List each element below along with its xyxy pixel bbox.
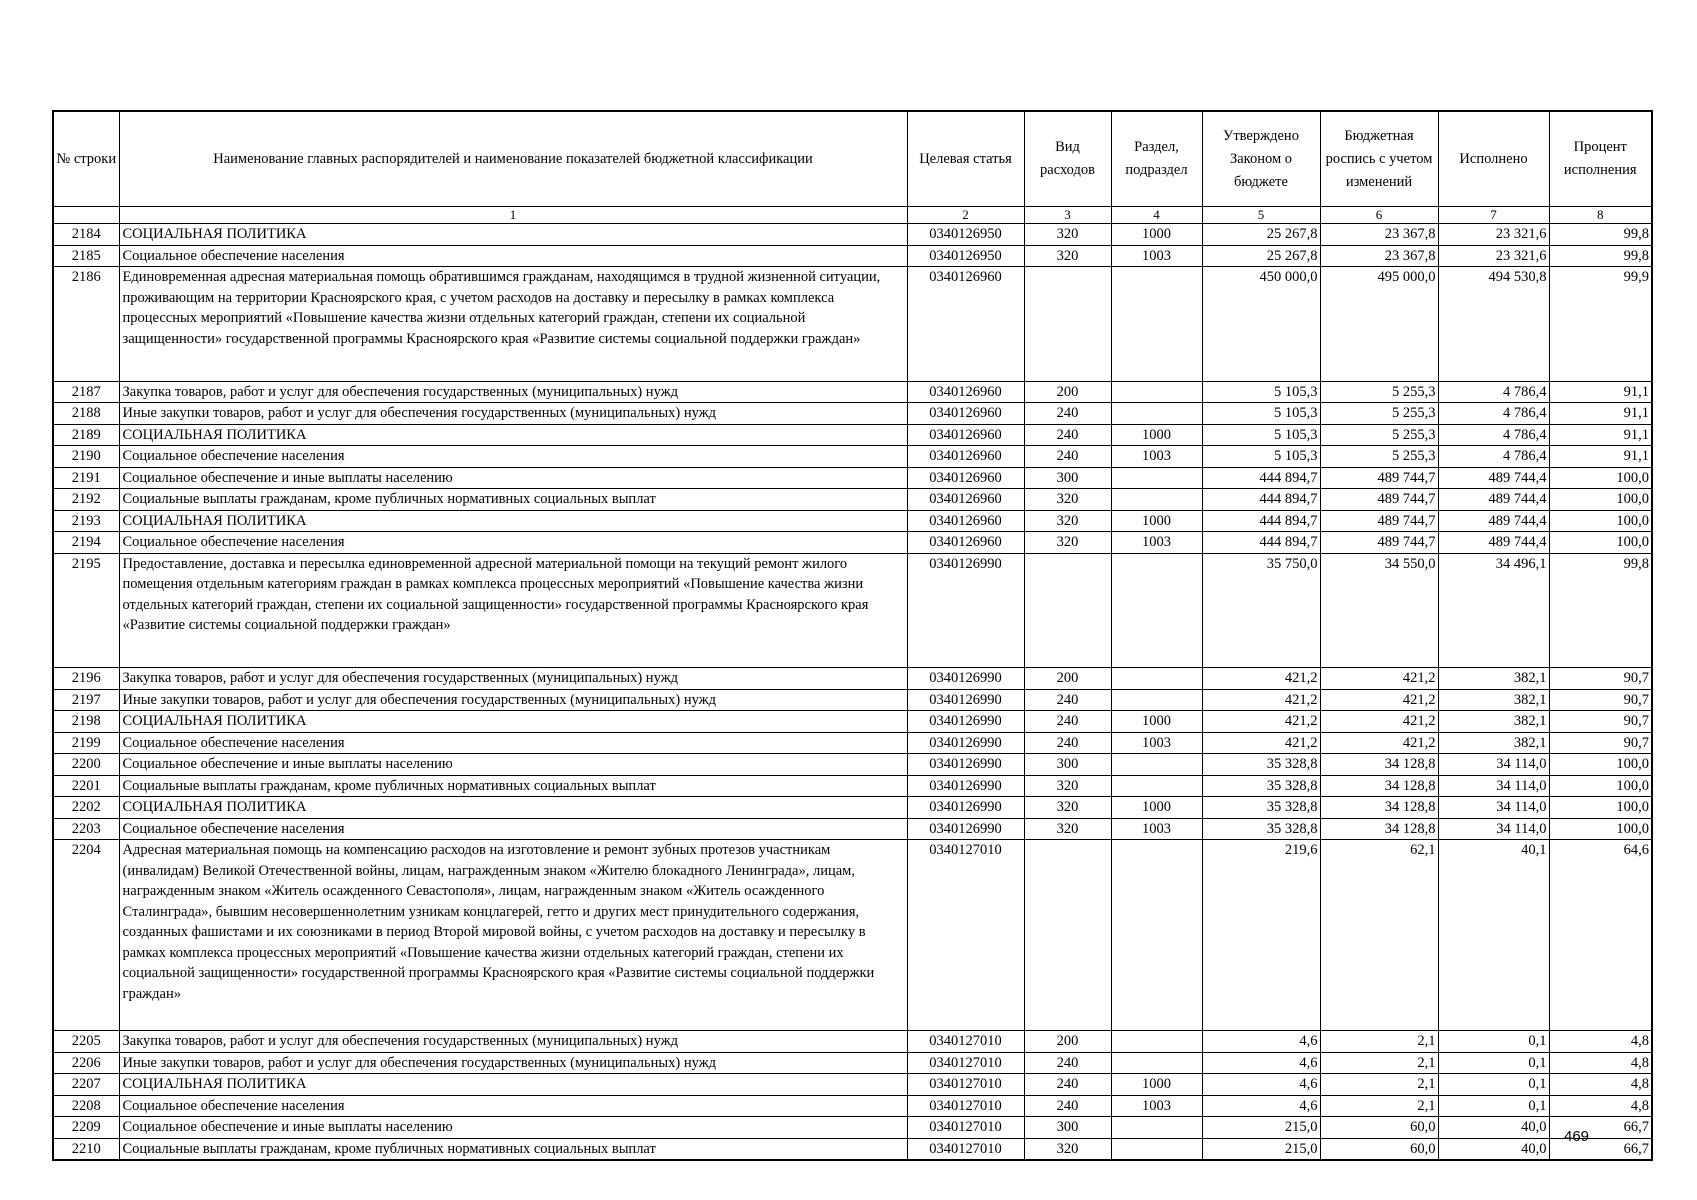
row-number-cell: 2208 bbox=[53, 1095, 119, 1117]
executed-amount-cell: 382,1 bbox=[1438, 689, 1549, 711]
header-kind: Вид расходов bbox=[1024, 111, 1111, 207]
executed-amount-cell: 34 114,0 bbox=[1438, 797, 1549, 819]
table-row bbox=[53, 224, 1652, 246]
expense-kind-cell: 320 bbox=[1024, 489, 1111, 511]
executed-amount-cell: 0,1 bbox=[1438, 1095, 1549, 1117]
expense-kind-cell: 300 bbox=[1024, 1117, 1111, 1139]
target-article-cell: 0340126960 bbox=[907, 489, 1024, 511]
row-name-cell: Социальное обеспечение населения bbox=[119, 1095, 907, 1117]
percent-cell: 90,7 bbox=[1549, 668, 1652, 690]
row-name-cell: Закупка товаров, работ и услуг для обеспечения государственных (муниципальных) нужд bbox=[119, 668, 907, 690]
table-row bbox=[53, 403, 1652, 425]
approved-amount-cell: 444 894,7 bbox=[1202, 467, 1320, 489]
row-name-cell: Социальные выплаты гражданам, кроме публичных нормативных социальных выплат bbox=[119, 1138, 907, 1160]
target-article-cell: 0340126990 bbox=[907, 689, 1024, 711]
executed-amount-cell: 40,0 bbox=[1438, 1138, 1549, 1160]
table-row bbox=[53, 711, 1652, 733]
executed-amount-cell: 23 321,6 bbox=[1438, 245, 1549, 267]
expense-kind-cell: 240 bbox=[1024, 403, 1111, 425]
target-article-cell: 0340127010 bbox=[907, 840, 1024, 1031]
expense-kind-cell bbox=[1024, 840, 1111, 1031]
table-row bbox=[53, 1074, 1652, 1096]
column-number: 3 bbox=[1024, 207, 1111, 224]
percent-cell: 4,8 bbox=[1549, 1095, 1652, 1117]
row-name-cell: Закупка товаров, работ и услуг для обеспечения государственных (муниципальных) нужд bbox=[119, 1031, 907, 1053]
header-approved: Утверждено Законом о бюджете bbox=[1202, 111, 1320, 207]
column-number: 7 bbox=[1438, 207, 1549, 224]
schedule-amount-cell: 34 128,8 bbox=[1320, 775, 1438, 797]
executed-amount-cell: 34 114,0 bbox=[1438, 754, 1549, 776]
expense-kind-cell: 320 bbox=[1024, 245, 1111, 267]
percent-cell: 100,0 bbox=[1549, 532, 1652, 554]
expense-kind-cell: 300 bbox=[1024, 467, 1111, 489]
table-row bbox=[53, 1031, 1652, 1053]
executed-amount-cell: 34 114,0 bbox=[1438, 818, 1549, 840]
expense-kind-cell: 200 bbox=[1024, 381, 1111, 403]
schedule-amount-cell: 34 128,8 bbox=[1320, 754, 1438, 776]
target-article-cell: 0340126960 bbox=[907, 424, 1024, 446]
target-article-cell: 0340127010 bbox=[907, 1138, 1024, 1160]
target-article-cell: 0340126990 bbox=[907, 818, 1024, 840]
section-cell bbox=[1111, 668, 1202, 690]
executed-amount-cell: 489 744,4 bbox=[1438, 489, 1549, 511]
section-cell: 1003 bbox=[1111, 245, 1202, 267]
row-name-cell: Иные закупки товаров, работ и услуг для обеспечения государственных (муниципальных) нужд bbox=[119, 689, 907, 711]
row-number-cell: 2188 bbox=[53, 403, 119, 425]
row-number-cell: 2209 bbox=[53, 1117, 119, 1139]
target-article-cell: 0340126960 bbox=[907, 267, 1024, 382]
section-cell bbox=[1111, 840, 1202, 1031]
section-cell bbox=[1111, 689, 1202, 711]
row-number-cell: 2191 bbox=[53, 467, 119, 489]
column-number: 2 bbox=[907, 207, 1024, 224]
row-name-cell: Предоставление, доставка и пересылка единовременной адресной материальной помощи на текущий ремонт жилого помещения отдельным категориям граждан в рамках комплекса процессных мероприятий «Повышение качества жизни отдельных категорий граждан, степени их социальной защищенности» государственной программы Красноярского края «Развитие системы социальной поддержки граждан» bbox=[119, 553, 907, 668]
column-number: 1 bbox=[119, 207, 907, 224]
section-cell bbox=[1111, 754, 1202, 776]
percent-cell: 64,6 bbox=[1549, 840, 1652, 1031]
row-name-cell: Иные закупки товаров, работ и услуг для обеспечения государственных (муниципальных) нужд bbox=[119, 403, 907, 425]
table-row bbox=[53, 446, 1652, 468]
schedule-amount-cell: 421,2 bbox=[1320, 711, 1438, 733]
table-row bbox=[53, 532, 1652, 554]
header-row-no: № строки bbox=[53, 111, 119, 207]
table-row bbox=[53, 381, 1652, 403]
schedule-amount-cell: 60,0 bbox=[1320, 1138, 1438, 1160]
target-article-cell: 0340126990 bbox=[907, 668, 1024, 690]
budget-execution-table bbox=[52, 110, 1653, 1161]
approved-amount-cell: 215,0 bbox=[1202, 1138, 1320, 1160]
percent-cell: 91,1 bbox=[1549, 446, 1652, 468]
table-row bbox=[53, 775, 1652, 797]
target-article-cell: 0340126990 bbox=[907, 775, 1024, 797]
schedule-amount-cell: 23 367,8 bbox=[1320, 245, 1438, 267]
percent-cell: 90,7 bbox=[1549, 732, 1652, 754]
approved-amount-cell: 5 105,3 bbox=[1202, 446, 1320, 468]
row-name-cell: Социальное обеспечение населения bbox=[119, 245, 907, 267]
schedule-amount-cell: 5 255,3 bbox=[1320, 446, 1438, 468]
row-name-cell: Социальное обеспечение населения bbox=[119, 446, 907, 468]
row-number-cell: 2185 bbox=[53, 245, 119, 267]
expense-kind-cell: 320 bbox=[1024, 532, 1111, 554]
section-cell bbox=[1111, 1031, 1202, 1053]
executed-amount-cell: 0,1 bbox=[1438, 1074, 1549, 1096]
row-number-cell: 2197 bbox=[53, 689, 119, 711]
target-article-cell: 0340126960 bbox=[907, 381, 1024, 403]
header-section: Раздел, подраздел bbox=[1111, 111, 1202, 207]
table-header bbox=[53, 111, 1652, 207]
row-name-cell: Социальные выплаты гражданам, кроме публичных нормативных социальных выплат bbox=[119, 775, 907, 797]
table-row bbox=[53, 1117, 1652, 1139]
percent-cell: 100,0 bbox=[1549, 775, 1652, 797]
row-number-cell: 2207 bbox=[53, 1074, 119, 1096]
schedule-amount-cell: 489 744,7 bbox=[1320, 467, 1438, 489]
expense-kind-cell: 320 bbox=[1024, 797, 1111, 819]
approved-amount-cell: 219,6 bbox=[1202, 840, 1320, 1031]
percent-cell: 91,1 bbox=[1549, 403, 1652, 425]
section-cell bbox=[1111, 1052, 1202, 1074]
table-row bbox=[53, 510, 1652, 532]
percent-cell: 100,0 bbox=[1549, 489, 1652, 511]
expense-kind-cell: 200 bbox=[1024, 668, 1111, 690]
schedule-amount-cell: 34 550,0 bbox=[1320, 553, 1438, 668]
schedule-amount-cell: 5 255,3 bbox=[1320, 403, 1438, 425]
executed-amount-cell: 34 114,0 bbox=[1438, 775, 1549, 797]
expense-kind-cell: 240 bbox=[1024, 732, 1111, 754]
header-target: Целевая статья bbox=[907, 111, 1024, 207]
row-name-cell: Единовременная адресная материальная помощь обратившимся гражданам, находящимся в трудной жизненной ситуации, проживающим на территории Красноярского края, с учетом расходов на доставку и пересылку в рамках комплекса процессных мероприятий «Повышение качества жизни отдельных категорий граждан, степени их социальной защищенности» государственной программы Красноярского края «Развитие системы социальной поддержки граждан» bbox=[119, 267, 907, 382]
row-name-cell: СОЦИАЛЬНАЯ ПОЛИТИКА bbox=[119, 224, 907, 246]
section-cell: 1000 bbox=[1111, 510, 1202, 532]
schedule-amount-cell: 23 367,8 bbox=[1320, 224, 1438, 246]
section-cell bbox=[1111, 403, 1202, 425]
percent-cell: 99,8 bbox=[1549, 224, 1652, 246]
section-cell: 1000 bbox=[1111, 1074, 1202, 1096]
approved-amount-cell: 444 894,7 bbox=[1202, 532, 1320, 554]
executed-amount-cell: 4 786,4 bbox=[1438, 446, 1549, 468]
row-name-cell: Социальные выплаты гражданам, кроме публичных нормативных социальных выплат bbox=[119, 489, 907, 511]
executed-amount-cell: 4 786,4 bbox=[1438, 381, 1549, 403]
approved-amount-cell: 215,0 bbox=[1202, 1117, 1320, 1139]
approved-amount-cell: 35 328,8 bbox=[1202, 775, 1320, 797]
schedule-amount-cell: 489 744,7 bbox=[1320, 510, 1438, 532]
expense-kind-cell: 240 bbox=[1024, 1074, 1111, 1096]
approved-amount-cell: 444 894,7 bbox=[1202, 510, 1320, 532]
percent-cell: 4,8 bbox=[1549, 1074, 1652, 1096]
section-cell: 1003 bbox=[1111, 446, 1202, 468]
table-row bbox=[53, 689, 1652, 711]
column-number-blank bbox=[53, 207, 119, 224]
schedule-amount-cell: 2,1 bbox=[1320, 1095, 1438, 1117]
table-row bbox=[53, 467, 1652, 489]
row-number-cell: 2189 bbox=[53, 424, 119, 446]
executed-amount-cell: 382,1 bbox=[1438, 711, 1549, 733]
header-schedule: Бюджетная роспись с учетом изменений bbox=[1320, 111, 1438, 207]
executed-amount-cell: 40,1 bbox=[1438, 840, 1549, 1031]
section-cell: 1003 bbox=[1111, 532, 1202, 554]
section-cell: 1003 bbox=[1111, 818, 1202, 840]
executed-amount-cell: 4 786,4 bbox=[1438, 424, 1549, 446]
section-cell bbox=[1111, 267, 1202, 382]
row-number-cell: 2205 bbox=[53, 1031, 119, 1053]
section-cell bbox=[1111, 553, 1202, 668]
approved-amount-cell: 35 750,0 bbox=[1202, 553, 1320, 668]
target-article-cell: 0340126960 bbox=[907, 532, 1024, 554]
target-article-cell: 0340127010 bbox=[907, 1095, 1024, 1117]
executed-amount-cell: 489 744,4 bbox=[1438, 532, 1549, 554]
row-number-cell: 2200 bbox=[53, 754, 119, 776]
section-cell bbox=[1111, 1138, 1202, 1160]
expense-kind-cell: 320 bbox=[1024, 818, 1111, 840]
section-cell bbox=[1111, 1117, 1202, 1139]
expense-kind-cell: 320 bbox=[1024, 510, 1111, 532]
approved-amount-cell: 4,6 bbox=[1202, 1095, 1320, 1117]
executed-amount-cell: 494 530,8 bbox=[1438, 267, 1549, 382]
target-article-cell: 0340127010 bbox=[907, 1052, 1024, 1074]
approved-amount-cell: 35 328,8 bbox=[1202, 754, 1320, 776]
row-number-cell: 2187 bbox=[53, 381, 119, 403]
executed-amount-cell: 34 496,1 bbox=[1438, 553, 1549, 668]
expense-kind-cell: 240 bbox=[1024, 689, 1111, 711]
table-row bbox=[53, 732, 1652, 754]
percent-cell: 66,7 bbox=[1549, 1138, 1652, 1160]
row-number-cell: 2206 bbox=[53, 1052, 119, 1074]
table-body bbox=[53, 207, 1652, 1161]
row-number-cell: 2199 bbox=[53, 732, 119, 754]
table-row bbox=[53, 668, 1652, 690]
schedule-amount-cell: 2,1 bbox=[1320, 1074, 1438, 1096]
percent-cell: 99,8 bbox=[1549, 245, 1652, 267]
expense-kind-cell: 300 bbox=[1024, 754, 1111, 776]
row-name-cell: Закупка товаров, работ и услуг для обеспечения государственных (муниципальных) нужд bbox=[119, 381, 907, 403]
approved-amount-cell: 35 328,8 bbox=[1202, 797, 1320, 819]
table-row bbox=[53, 754, 1652, 776]
section-cell: 1000 bbox=[1111, 424, 1202, 446]
target-article-cell: 0340126960 bbox=[907, 510, 1024, 532]
percent-cell: 4,8 bbox=[1549, 1052, 1652, 1074]
row-number-cell: 2196 bbox=[53, 668, 119, 690]
page-number: 469 bbox=[1564, 1128, 1590, 1145]
schedule-amount-cell: 495 000,0 bbox=[1320, 267, 1438, 382]
target-article-cell: 0340126990 bbox=[907, 754, 1024, 776]
row-number-cell: 2210 bbox=[53, 1138, 119, 1160]
column-number: 6 bbox=[1320, 207, 1438, 224]
row-name-cell: Социальное обеспечение населения bbox=[119, 732, 907, 754]
schedule-amount-cell: 421,2 bbox=[1320, 668, 1438, 690]
percent-cell: 90,7 bbox=[1549, 689, 1652, 711]
row-number-cell: 2190 bbox=[53, 446, 119, 468]
row-number-cell: 2193 bbox=[53, 510, 119, 532]
executed-amount-cell: 23 321,6 bbox=[1438, 224, 1549, 246]
percent-cell: 100,0 bbox=[1549, 467, 1652, 489]
schedule-amount-cell: 34 128,8 bbox=[1320, 818, 1438, 840]
section-cell bbox=[1111, 467, 1202, 489]
header-percent: Процент исполнения bbox=[1549, 111, 1652, 207]
approved-amount-cell: 444 894,7 bbox=[1202, 489, 1320, 511]
executed-amount-cell: 0,1 bbox=[1438, 1031, 1549, 1053]
target-article-cell: 0340127010 bbox=[907, 1031, 1024, 1053]
section-cell: 1000 bbox=[1111, 224, 1202, 246]
schedule-amount-cell: 2,1 bbox=[1320, 1052, 1438, 1074]
target-article-cell: 0340126960 bbox=[907, 446, 1024, 468]
schedule-amount-cell: 2,1 bbox=[1320, 1031, 1438, 1053]
row-name-cell: Адресная материальная помощь на компенсацию расходов на изготовление и ремонт зубных протезов участникам (инвалидам) Великой Отечественной войны, лицам, награжденным знаком «Жителю блокадного Ленинграда», лицам, награжденным знаком «Житель осажденного Севастополя», лицам, награжденным знаком «Житель осажденного Сталинграда», бывшим несовершеннолетним узникам концлагерей, гетто и других мест принудительного содержания, созданных фашистами и их союзниками в период Второй мировой войны, с учетом расходов на доставку и пересылку в рамках комплекса процессных мероприятий «Повышение качества жизни отдельных категорий граждан, степени их социальной защищенности» государственной программы Красноярского края «Развитие системы социальной поддержки граждан» bbox=[119, 840, 907, 1031]
table-row bbox=[53, 1138, 1652, 1160]
expense-kind-cell: 240 bbox=[1024, 711, 1111, 733]
table-row bbox=[53, 553, 1652, 668]
table-row bbox=[53, 424, 1652, 446]
target-article-cell: 0340126990 bbox=[907, 711, 1024, 733]
percent-cell: 100,0 bbox=[1549, 754, 1652, 776]
expense-kind-cell: 320 bbox=[1024, 1138, 1111, 1160]
percent-cell: 100,0 bbox=[1549, 510, 1652, 532]
approved-amount-cell: 421,2 bbox=[1202, 732, 1320, 754]
table-row bbox=[53, 1095, 1652, 1117]
row-name-cell: Иные закупки товаров, работ и услуг для обеспечения государственных (муниципальных) нужд bbox=[119, 1052, 907, 1074]
approved-amount-cell: 4,6 bbox=[1202, 1074, 1320, 1096]
target-article-cell: 0340127010 bbox=[907, 1117, 1024, 1139]
row-number-cell: 2201 bbox=[53, 775, 119, 797]
executed-amount-cell: 0,1 bbox=[1438, 1052, 1549, 1074]
header-executed: Исполнено bbox=[1438, 111, 1549, 207]
schedule-amount-cell: 60,0 bbox=[1320, 1117, 1438, 1139]
approved-amount-cell: 421,2 bbox=[1202, 711, 1320, 733]
schedule-amount-cell: 489 744,7 bbox=[1320, 532, 1438, 554]
schedule-amount-cell: 489 744,7 bbox=[1320, 489, 1438, 511]
row-name-cell: Социальное обеспечение населения bbox=[119, 818, 907, 840]
schedule-amount-cell: 421,2 bbox=[1320, 732, 1438, 754]
table-row bbox=[53, 818, 1652, 840]
approved-amount-cell: 5 105,3 bbox=[1202, 403, 1320, 425]
approved-amount-cell: 4,6 bbox=[1202, 1031, 1320, 1053]
table-row bbox=[53, 267, 1652, 382]
approved-amount-cell: 35 328,8 bbox=[1202, 818, 1320, 840]
header-name: Наименование главных распорядителей и наименование показателей бюджетной классификации bbox=[119, 111, 907, 207]
approved-amount-cell: 5 105,3 bbox=[1202, 424, 1320, 446]
section-cell: 1003 bbox=[1111, 732, 1202, 754]
approved-amount-cell: 421,2 bbox=[1202, 689, 1320, 711]
percent-cell: 99,8 bbox=[1549, 553, 1652, 668]
schedule-amount-cell: 62,1 bbox=[1320, 840, 1438, 1031]
schedule-amount-cell: 421,2 bbox=[1320, 689, 1438, 711]
approved-amount-cell: 25 267,8 bbox=[1202, 224, 1320, 246]
row-name-cell: Социальное обеспечение и иные выплаты населению bbox=[119, 467, 907, 489]
row-number-cell: 2203 bbox=[53, 818, 119, 840]
row-name-cell: СОЦИАЛЬНАЯ ПОЛИТИКА bbox=[119, 711, 907, 733]
row-number-cell: 2186 bbox=[53, 267, 119, 382]
approved-amount-cell: 4,6 bbox=[1202, 1052, 1320, 1074]
section-cell bbox=[1111, 489, 1202, 511]
table-row bbox=[53, 489, 1652, 511]
section-cell: 1000 bbox=[1111, 797, 1202, 819]
column-number-row bbox=[53, 207, 1652, 224]
executed-amount-cell: 382,1 bbox=[1438, 668, 1549, 690]
executed-amount-cell: 382,1 bbox=[1438, 732, 1549, 754]
expense-kind-cell: 240 bbox=[1024, 1052, 1111, 1074]
target-article-cell: 0340126990 bbox=[907, 732, 1024, 754]
row-number-cell: 2194 bbox=[53, 532, 119, 554]
row-number-cell: 2202 bbox=[53, 797, 119, 819]
schedule-amount-cell: 5 255,3 bbox=[1320, 424, 1438, 446]
percent-cell: 66,7 bbox=[1549, 1117, 1652, 1139]
expense-kind-cell bbox=[1024, 553, 1111, 668]
row-name-cell: СОЦИАЛЬНАЯ ПОЛИТИКА bbox=[119, 424, 907, 446]
schedule-amount-cell: 5 255,3 bbox=[1320, 381, 1438, 403]
executed-amount-cell: 489 744,4 bbox=[1438, 467, 1549, 489]
section-cell: 1003 bbox=[1111, 1095, 1202, 1117]
approved-amount-cell: 421,2 bbox=[1202, 668, 1320, 690]
row-number-cell: 2204 bbox=[53, 840, 119, 1031]
row-name-cell: СОЦИАЛЬНАЯ ПОЛИТИКА bbox=[119, 797, 907, 819]
column-number: 4 bbox=[1111, 207, 1202, 224]
percent-cell: 91,1 bbox=[1549, 381, 1652, 403]
executed-amount-cell: 489 744,4 bbox=[1438, 510, 1549, 532]
expense-kind-cell: 320 bbox=[1024, 775, 1111, 797]
percent-cell: 91,1 bbox=[1549, 424, 1652, 446]
approved-amount-cell: 450 000,0 bbox=[1202, 267, 1320, 382]
target-article-cell: 0340126950 bbox=[907, 224, 1024, 246]
approved-amount-cell: 5 105,3 bbox=[1202, 381, 1320, 403]
percent-cell: 99,9 bbox=[1549, 267, 1652, 382]
row-name-cell: Социальное обеспечение и иные выплаты населению bbox=[119, 754, 907, 776]
target-article-cell: 0340126960 bbox=[907, 403, 1024, 425]
row-name-cell: СОЦИАЛЬНАЯ ПОЛИТИКА bbox=[119, 1074, 907, 1096]
expense-kind-cell: 320 bbox=[1024, 224, 1111, 246]
percent-cell: 100,0 bbox=[1549, 818, 1652, 840]
table-row bbox=[53, 797, 1652, 819]
row-number-cell: 2195 bbox=[53, 553, 119, 668]
row-number-cell: 2184 bbox=[53, 224, 119, 246]
column-number: 5 bbox=[1202, 207, 1320, 224]
table-row bbox=[53, 840, 1652, 1031]
executed-amount-cell: 40,0 bbox=[1438, 1117, 1549, 1139]
percent-cell: 90,7 bbox=[1549, 711, 1652, 733]
expense-kind-cell bbox=[1024, 267, 1111, 382]
expense-kind-cell: 240 bbox=[1024, 446, 1111, 468]
target-article-cell: 0340126960 bbox=[907, 467, 1024, 489]
expense-kind-cell: 240 bbox=[1024, 424, 1111, 446]
target-article-cell: 0340126990 bbox=[907, 797, 1024, 819]
target-article-cell: 0340126950 bbox=[907, 245, 1024, 267]
target-article-cell: 0340126990 bbox=[907, 553, 1024, 668]
section-cell bbox=[1111, 381, 1202, 403]
row-name-cell: Социальное обеспечение населения bbox=[119, 532, 907, 554]
table-row bbox=[53, 245, 1652, 267]
expense-kind-cell: 240 bbox=[1024, 1095, 1111, 1117]
section-cell: 1000 bbox=[1111, 711, 1202, 733]
row-name-cell: СОЦИАЛЬНАЯ ПОЛИТИКА bbox=[119, 510, 907, 532]
row-number-cell: 2192 bbox=[53, 489, 119, 511]
expense-kind-cell: 200 bbox=[1024, 1031, 1111, 1053]
target-article-cell: 0340127010 bbox=[907, 1074, 1024, 1096]
section-cell bbox=[1111, 775, 1202, 797]
table-row bbox=[53, 1052, 1652, 1074]
approved-amount-cell: 25 267,8 bbox=[1202, 245, 1320, 267]
executed-amount-cell: 4 786,4 bbox=[1438, 403, 1549, 425]
percent-cell: 100,0 bbox=[1549, 797, 1652, 819]
row-number-cell: 2198 bbox=[53, 711, 119, 733]
percent-cell: 4,8 bbox=[1549, 1031, 1652, 1053]
schedule-amount-cell: 34 128,8 bbox=[1320, 797, 1438, 819]
row-name-cell: Социальное обеспечение и иные выплаты населению bbox=[119, 1117, 907, 1139]
column-number: 8 bbox=[1549, 207, 1652, 224]
